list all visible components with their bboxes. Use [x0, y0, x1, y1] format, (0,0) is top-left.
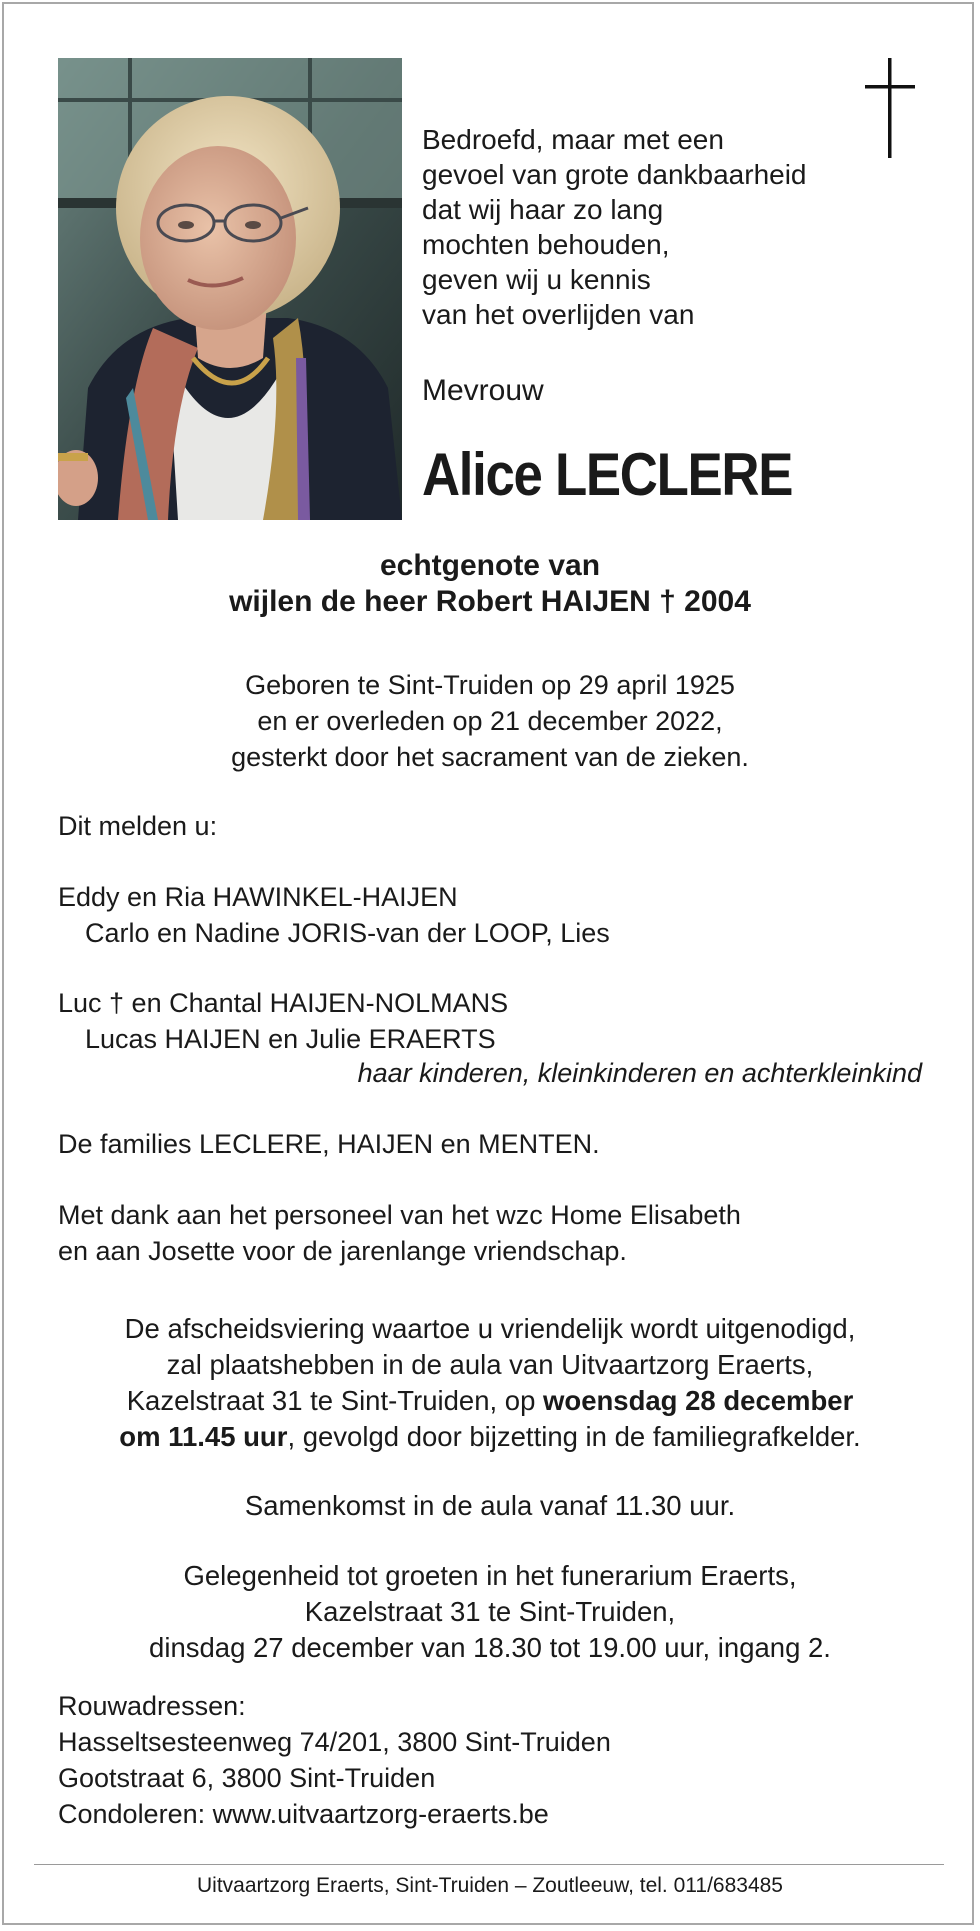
- ceremony-block: [0, 1311, 980, 1455]
- condolences-line: Condoleren: www.uitvaartzorg-eraerts.be: [58, 1799, 549, 1829]
- born-line-1: Geboren te Sint-Truiden op 29 april 1925: [245, 670, 735, 700]
- spouse-line-2: wijlen de heer Robert HAIJEN † 2004: [229, 585, 751, 618]
- portrait-photo: [58, 58, 402, 520]
- portrait-photo-icon: [58, 58, 402, 520]
- deceased-title: Mevrouw: [422, 374, 544, 407]
- intro-line: gevoel van grote dankbaarheid: [422, 159, 807, 190]
- intro-text: [422, 122, 842, 332]
- intro-line: mochten behouden,: [422, 229, 670, 260]
- footer-divider: [34, 1864, 944, 1865]
- ceremony-line: De afscheidsviering waartoe u vriendelijk wordt uitgenodigd,: [124, 1313, 856, 1344]
- footer-text: Uitvaartzorg Eraerts, Sint-Truiden – Zoutleeuw, tel. 011/683485: [197, 1874, 783, 1897]
- spouse-line-1: echtgenote van: [379, 549, 601, 582]
- thanks-block: [58, 1197, 741, 1269]
- birth-death-block: [0, 667, 980, 775]
- family-relation: haar kinderen, kleinkinderen en achterkleinkind: [357, 1058, 922, 1088]
- spouse-block: [0, 548, 980, 620]
- intro-line: dat wij haar zo lang: [422, 194, 664, 225]
- cross-icon: [855, 58, 925, 158]
- family-group-2: [58, 985, 508, 1057]
- ceremony-time: om 11.45 uur: [119, 1421, 288, 1452]
- family-line: Lucas HAIJEN en Julie ERAERTS: [85, 1024, 496, 1054]
- ceremony-date: woensdag 28 december: [543, 1385, 854, 1416]
- thanks-line: en aan Josette voor de jarenlange vriendschap.: [58, 1236, 627, 1266]
- meeting-text: Samenkomst in de aula vanaf 11.30 uur.: [244, 1490, 736, 1521]
- thanks-line: Met dank aan het personeel van het wzc Home Elisabeth: [58, 1200, 741, 1230]
- addresses-heading: Rouwadressen:: [58, 1691, 246, 1721]
- address-line: Hasseltsesteenweg 74/201, 3800 Sint-Truiden: [58, 1727, 611, 1757]
- address-line: Gootstraat 6, 3800 Sint-Truiden: [58, 1763, 436, 1793]
- viewing-line: Gelegenheid tot groeten in het funerarium Eraerts,: [183, 1560, 797, 1591]
- intro-line: geven wij u kennis: [422, 264, 651, 295]
- addresses-block: [58, 1688, 611, 1832]
- family-line: Luc † en Chantal HAIJEN-NOLMANS: [58, 988, 509, 1018]
- ceremony-line: [0, 1419, 980, 1455]
- families-line: De families LECLERE, HAIJEN en MENTEN.: [58, 1129, 600, 1159]
- meeting-line: [0, 1488, 980, 1524]
- ceremony-line: [0, 1383, 980, 1419]
- family-line: Carlo en Nadine JORIS-van der LOOP, Lies: [85, 918, 610, 948]
- born-line-3: gesterkt door het sacrament van de zieken.: [231, 742, 749, 772]
- viewing-block: [0, 1558, 980, 1666]
- intro-line: van het overlijden van: [422, 299, 695, 330]
- family-heading: Dit melden u:: [58, 811, 218, 841]
- intro-line: Bedroefd, maar met een: [422, 124, 724, 155]
- viewing-line: dinsdag 27 december van 18.30 tot 19.00 uur, ingang 2.: [149, 1632, 831, 1663]
- ceremony-line: zal plaatshebben in de aula van Uitvaartzorg Eraerts,: [166, 1349, 814, 1380]
- family-line: Eddy en Ria HAWINKEL-HAIJEN: [58, 882, 458, 912]
- viewing-line: Kazelstraat 31 te Sint-Truiden,: [304, 1596, 676, 1627]
- deceased-name: Alice LECLERE: [422, 441, 793, 508]
- family-group-1: [58, 879, 610, 951]
- ceremony-text: , gevolgd door bijzetting in de familiegrafkelder.: [287, 1421, 861, 1452]
- ceremony-text: Kazelstraat 31 te Sint-Truiden, op: [126, 1385, 544, 1416]
- born-line-2: en er overleden op 21 december 2022,: [257, 706, 723, 736]
